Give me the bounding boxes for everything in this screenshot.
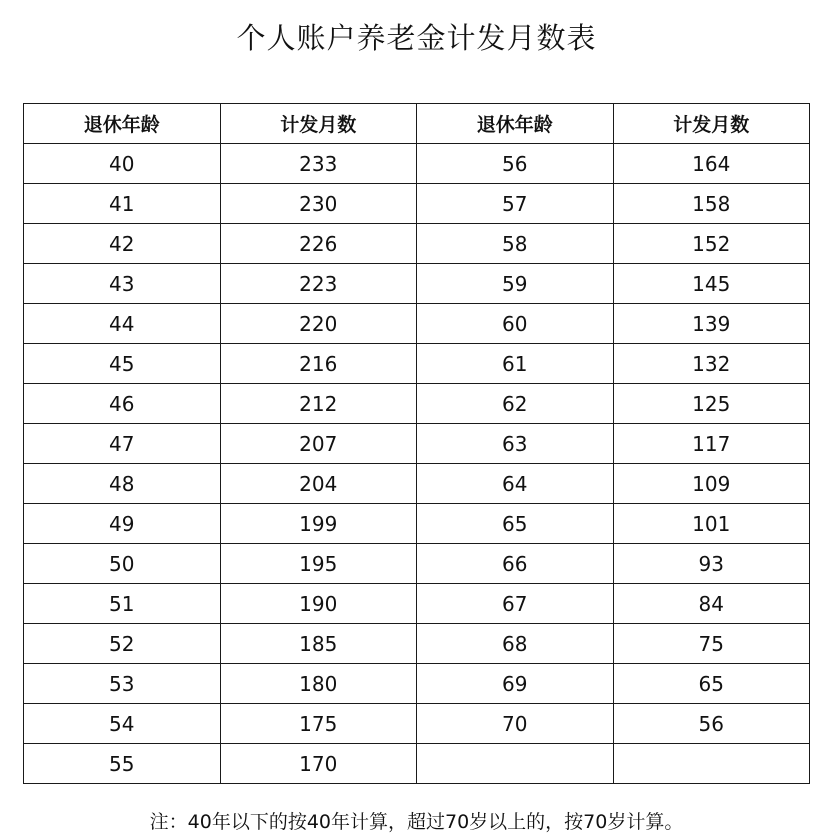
payout-months-cell: 175 — [220, 704, 417, 744]
header-retirement-age-left: 退休年龄 — [24, 104, 221, 144]
retirement-age-cell: 64 — [417, 464, 614, 504]
retirement-age-cell: 56 — [417, 144, 614, 184]
table-row — [24, 744, 810, 784]
retirement-age-cell: 40 — [24, 144, 221, 184]
table-row — [24, 344, 810, 384]
table-row — [24, 584, 810, 624]
table-row — [24, 184, 810, 224]
table-row — [24, 224, 810, 264]
table-row — [24, 624, 810, 664]
retirement-age-cell: 45 — [24, 344, 221, 384]
payout-months-cell: 139 — [613, 304, 810, 344]
retirement-age-cell: 54 — [24, 704, 221, 744]
retirement-age-cell: 61 — [417, 344, 614, 384]
payout-months-cell: 199 — [220, 504, 417, 544]
payout-months-cell: 204 — [220, 464, 417, 504]
table-row — [24, 664, 810, 704]
payout-months-cell: 226 — [220, 224, 417, 264]
pension-months-table — [23, 103, 810, 784]
retirement-age-cell: 44 — [24, 304, 221, 344]
retirement-age-cell: 49 — [24, 504, 221, 544]
payout-months-cell: 216 — [220, 344, 417, 384]
page-title: 个人账户养老金计发月数表 — [236, 21, 597, 55]
retirement-age-cell: 59 — [417, 264, 614, 304]
payout-months-cell: 158 — [613, 184, 810, 224]
retirement-age-cell: 43 — [24, 264, 221, 304]
payout-months-cell: 230 — [220, 184, 417, 224]
payout-months-cell: 195 — [220, 544, 417, 584]
retirement-age-cell: 57 — [417, 184, 614, 224]
payout-months-cell: 56 — [613, 704, 810, 744]
payout-months-cell: 125 — [613, 384, 810, 424]
retirement-age-cell: 51 — [24, 584, 221, 624]
payout-months-cell: 65 — [613, 664, 810, 704]
header-retirement-age-right: 退休年龄 — [417, 104, 614, 144]
payout-months-cell: 233 — [220, 144, 417, 184]
payout-months-cell: 109 — [613, 464, 810, 504]
payout-months-cell: 145 — [613, 264, 810, 304]
payout-months-cell: 132 — [613, 344, 810, 384]
payout-months-cell: 190 — [220, 584, 417, 624]
retirement-age-cell: 47 — [24, 424, 221, 464]
table-row — [24, 384, 810, 424]
retirement-age-cell: 70 — [417, 704, 614, 744]
payout-months-cell: 180 — [220, 664, 417, 704]
footnote: 注：40年以下的按40年计算，超过70岁以上的，按70岁计算。 — [149, 811, 684, 833]
retirement-age-cell: 41 — [24, 184, 221, 224]
retirement-age-cell: 68 — [417, 624, 614, 664]
retirement-age-cell: 48 — [24, 464, 221, 504]
retirement-age-cell: 46 — [24, 384, 221, 424]
table-row — [24, 544, 810, 584]
retirement-age-cell: 69 — [417, 664, 614, 704]
table-row — [24, 504, 810, 544]
retirement-age-cell: 67 — [417, 584, 614, 624]
retirement-age-cell: 63 — [417, 424, 614, 464]
table-row — [24, 424, 810, 464]
table-row — [24, 264, 810, 304]
payout-months-cell: 117 — [613, 424, 810, 464]
retirement-age-cell: 52 — [24, 624, 221, 664]
payout-months-cell: 101 — [613, 504, 810, 544]
retirement-age-cell: 42 — [24, 224, 221, 264]
payout-months-cell: 207 — [220, 424, 417, 464]
payout-months-cell — [613, 744, 810, 784]
retirement-age-cell: 50 — [24, 544, 221, 584]
table-body — [24, 144, 810, 784]
table-header-row — [24, 104, 810, 144]
payout-months-cell: 185 — [220, 624, 417, 664]
table-row — [24, 144, 810, 184]
payout-months-cell: 75 — [613, 624, 810, 664]
payout-months-cell: 152 — [613, 224, 810, 264]
payout-months-cell: 93 — [613, 544, 810, 584]
table-row — [24, 704, 810, 744]
payout-months-cell: 164 — [613, 144, 810, 184]
retirement-age-cell: 66 — [417, 544, 614, 584]
table-row — [24, 464, 810, 504]
retirement-age-cell: 55 — [24, 744, 221, 784]
payout-months-cell: 84 — [613, 584, 810, 624]
payout-months-cell: 170 — [220, 744, 417, 784]
retirement-age-cell: 62 — [417, 384, 614, 424]
retirement-age-cell: 53 — [24, 664, 221, 704]
header-payout-months-left: 计发月数 — [220, 104, 417, 144]
payout-months-cell: 212 — [220, 384, 417, 424]
header-payout-months-right: 计发月数 — [613, 104, 810, 144]
retirement-age-cell — [417, 744, 614, 784]
retirement-age-cell: 58 — [417, 224, 614, 264]
retirement-age-cell: 65 — [417, 504, 614, 544]
payout-months-cell: 223 — [220, 264, 417, 304]
payout-months-cell: 220 — [220, 304, 417, 344]
table-row — [24, 304, 810, 344]
retirement-age-cell: 60 — [417, 304, 614, 344]
